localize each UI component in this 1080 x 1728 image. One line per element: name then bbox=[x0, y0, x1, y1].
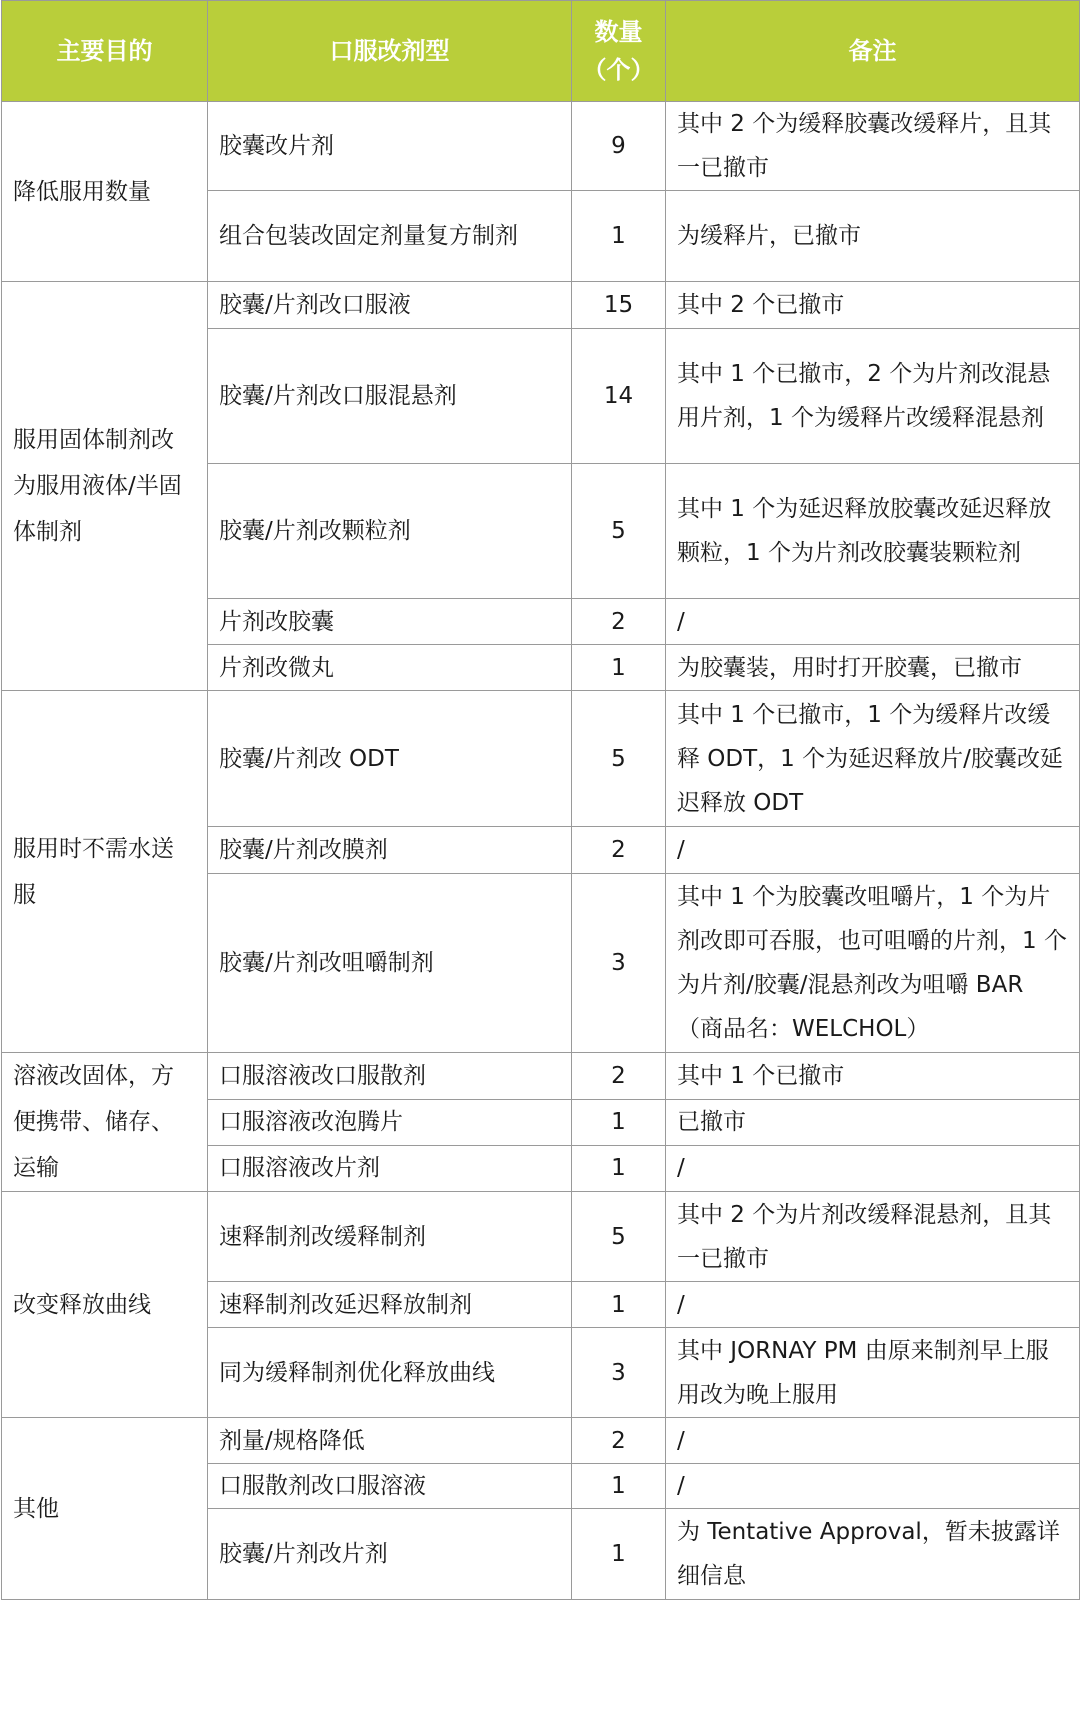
note-cell: / bbox=[666, 1464, 1080, 1509]
note-cell: 其中 1 个为胶囊改咀嚼片，1 个为片剂改即可吞服，也可咀嚼的片剂，1 个为片剂/胶囊/混悬剂改为咀嚼 BAR（商品名：WELCHOL） bbox=[666, 874, 1080, 1053]
table-row bbox=[2, 282, 1080, 329]
form-cell: 口服溶液改片剂 bbox=[208, 1145, 572, 1191]
note-cell: 其中 1 个已撤市 bbox=[666, 1053, 1080, 1100]
formulation-table bbox=[1, 0, 1080, 1600]
note-cell: / bbox=[666, 1145, 1080, 1191]
note-cell: 其中 2 个已撤市 bbox=[666, 282, 1080, 329]
note-cell: 其中 1 个已撤市，2 个为片剂改混悬用片剂，1 个为缓释片改缓释混悬剂 bbox=[666, 329, 1080, 464]
form-cell: 速释制剂改缓释制剂 bbox=[208, 1192, 572, 1282]
note-cell: 其中 1 个为延迟释放胶囊改延迟释放颗粒，1 个为片剂改胶囊装颗粒剂 bbox=[666, 464, 1080, 599]
form-cell: 胶囊/片剂改口服液 bbox=[208, 282, 572, 329]
note-cell: / bbox=[666, 827, 1080, 874]
count-cell: 5 bbox=[572, 691, 666, 827]
form-cell: 口服溶液改口服散剂 bbox=[208, 1053, 572, 1100]
count-cell: 5 bbox=[572, 464, 666, 599]
header-count: 数量（个） bbox=[572, 1, 666, 102]
purpose-cell: 降低服用数量 bbox=[2, 102, 208, 282]
form-cell: 胶囊/片剂改颗粒剂 bbox=[208, 464, 572, 599]
note-cell: 其中 1 个已撤市，1 个为缓释片改缓释 ODT，1 个为延迟释放片/胶囊改延迟释放 ODT bbox=[666, 691, 1080, 827]
count-cell: 2 bbox=[572, 1053, 666, 1100]
count-cell: 2 bbox=[572, 827, 666, 874]
table-row bbox=[2, 1192, 1080, 1282]
note-cell: 其中 JORNAY PM 由原来制剂早上服用改为晚上服用 bbox=[666, 1328, 1080, 1418]
note-cell: / bbox=[666, 1282, 1080, 1328]
table-row bbox=[2, 1053, 1080, 1100]
count-cell: 3 bbox=[572, 1328, 666, 1418]
count-cell: 15 bbox=[572, 282, 666, 329]
table-row bbox=[2, 1418, 1080, 1464]
form-cell: 片剂改微丸 bbox=[208, 645, 572, 691]
form-cell: 胶囊/片剂改口服混悬剂 bbox=[208, 329, 572, 464]
purpose-cell: 溶液改固体，方便携带、储存、运输 bbox=[2, 1053, 208, 1192]
count-cell: 5 bbox=[572, 1192, 666, 1282]
table-body bbox=[2, 102, 1080, 1600]
purpose-cell: 其他 bbox=[2, 1418, 208, 1600]
form-cell: 组合包装改固定剂量复方制剂 bbox=[208, 191, 572, 282]
count-cell: 2 bbox=[572, 599, 666, 645]
form-cell: 胶囊改片剂 bbox=[208, 102, 572, 191]
form-cell: 胶囊/片剂改咀嚼制剂 bbox=[208, 874, 572, 1053]
note-cell: 为缓释片，已撤市 bbox=[666, 191, 1080, 282]
count-cell: 14 bbox=[572, 329, 666, 464]
count-cell: 1 bbox=[572, 1100, 666, 1145]
form-cell: 口服散剂改口服溶液 bbox=[208, 1464, 572, 1509]
form-cell: 剂量/规格降低 bbox=[208, 1418, 572, 1464]
note-cell: / bbox=[666, 599, 1080, 645]
note-cell: 其中 2 个为片剂改缓释混悬剂，且其一已撤市 bbox=[666, 1192, 1080, 1282]
count-cell: 3 bbox=[572, 874, 666, 1053]
count-cell: 1 bbox=[572, 191, 666, 282]
table-row bbox=[2, 102, 1080, 191]
note-cell: 其中 2 个为缓释胶囊改缓释片，且其一已撤市 bbox=[666, 102, 1080, 191]
form-cell: 片剂改胶囊 bbox=[208, 599, 572, 645]
header-purpose: 主要目的 bbox=[2, 1, 208, 102]
form-cell: 口服溶液改泡腾片 bbox=[208, 1100, 572, 1145]
form-cell: 胶囊/片剂改膜剂 bbox=[208, 827, 572, 874]
count-cell: 1 bbox=[572, 1509, 666, 1600]
form-cell: 速释制剂改延迟释放制剂 bbox=[208, 1282, 572, 1328]
form-cell: 同为缓释制剂优化释放曲线 bbox=[208, 1328, 572, 1418]
count-cell: 2 bbox=[572, 1418, 666, 1464]
count-cell: 1 bbox=[572, 1145, 666, 1191]
header-note: 备注 bbox=[666, 1, 1080, 102]
header-form: 口服改剂型 bbox=[208, 1, 572, 102]
count-cell: 9 bbox=[572, 102, 666, 191]
table-header bbox=[2, 1, 1080, 102]
purpose-cell: 改变释放曲线 bbox=[2, 1192, 208, 1418]
purpose-cell: 服用时不需水送服 bbox=[2, 691, 208, 1053]
note-cell: 为胶囊装，用时打开胶囊，已撤市 bbox=[666, 645, 1080, 691]
header-row bbox=[2, 1, 1080, 102]
purpose-cell: 服用固体制剂改为服用液体/半固体制剂 bbox=[2, 282, 208, 691]
note-cell: 为 Tentative Approval，暂未披露详细信息 bbox=[666, 1509, 1080, 1600]
count-cell: 1 bbox=[572, 645, 666, 691]
table-row bbox=[2, 691, 1080, 827]
form-cell: 胶囊/片剂改片剂 bbox=[208, 1509, 572, 1600]
note-cell: / bbox=[666, 1418, 1080, 1464]
note-cell: 已撤市 bbox=[666, 1100, 1080, 1145]
form-cell: 胶囊/片剂改 ODT bbox=[208, 691, 572, 827]
count-cell: 1 bbox=[572, 1464, 666, 1509]
count-cell: 1 bbox=[572, 1282, 666, 1328]
